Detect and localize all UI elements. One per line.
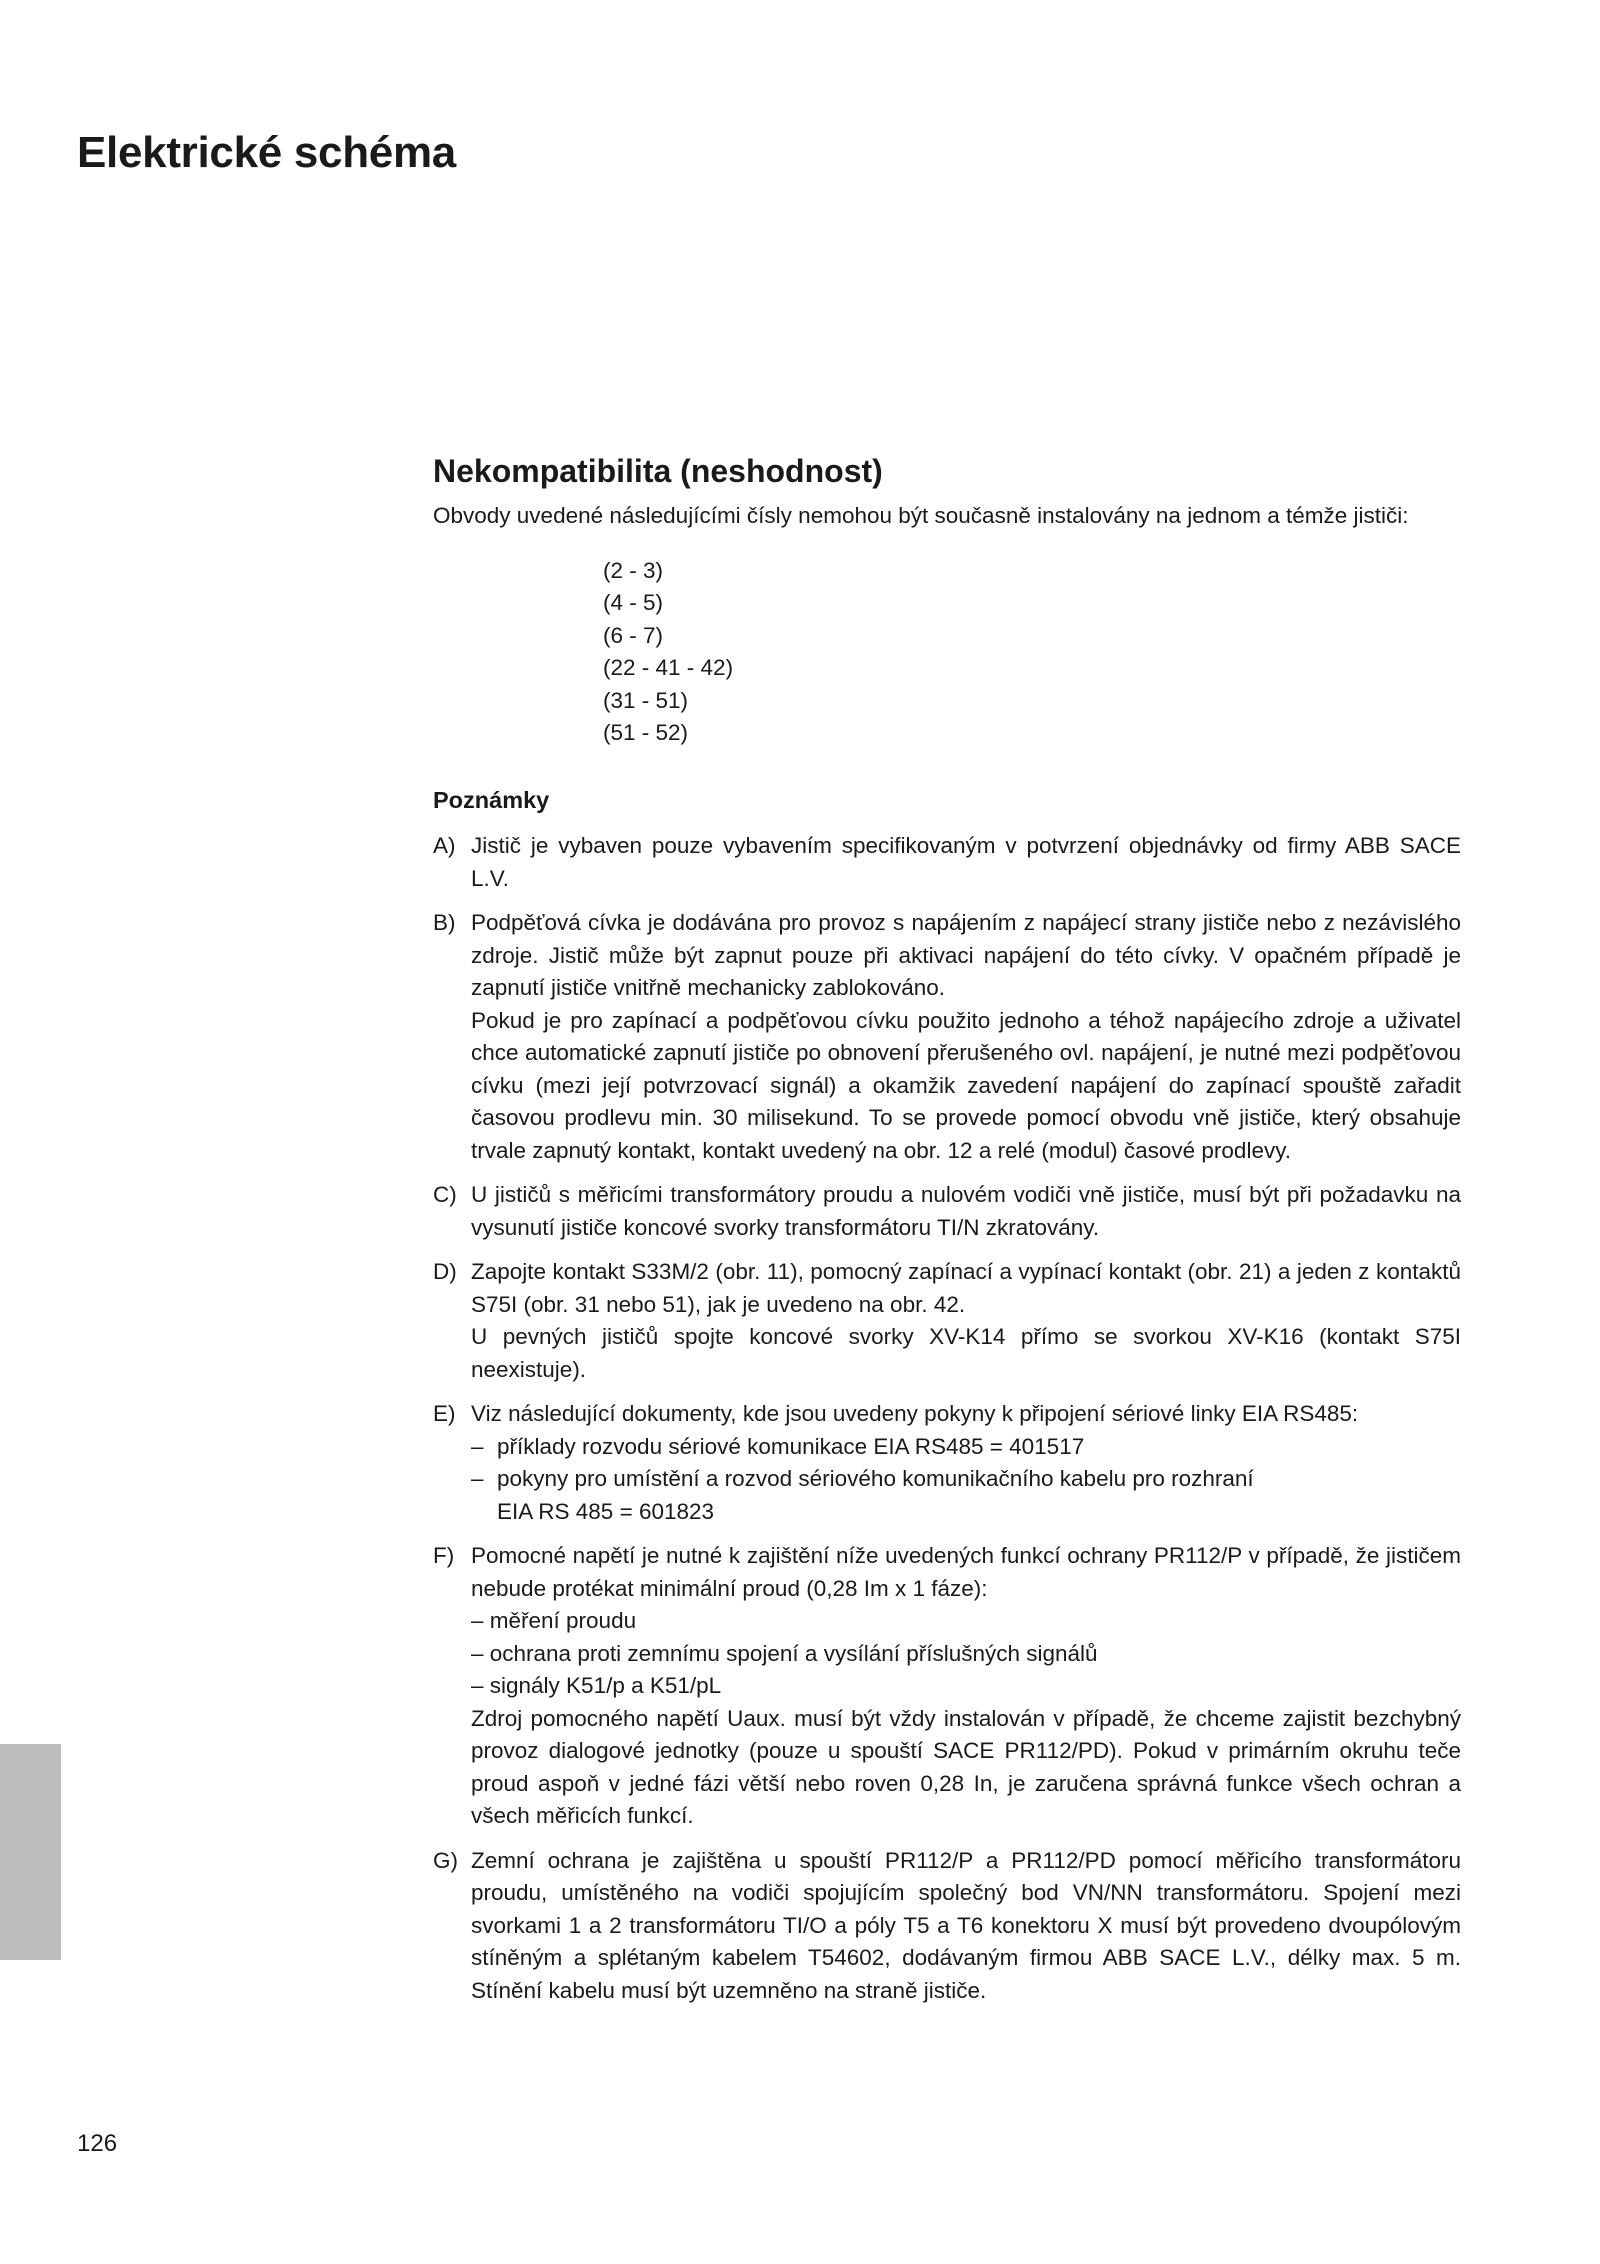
- note-paragraph: Podpěťová cívka je dodávána pro provoz s napájením z napájecí strany jističe nebo z nezávislého zdroje. Jistič může být zapnut pouze při aktivaci napájení do této cívky. V opačném případě je zapnutí jističe vnitřně mechanicky zablokováno.: [471, 910, 1461, 1001]
- list-item: – signály K51/p a K51/pL: [471, 1673, 722, 1699]
- dash-marker: –: [471, 1466, 484, 1492]
- note-letter: G): [433, 1847, 458, 1873]
- note-d: [433, 1256, 1461, 1386]
- note-letter: B): [433, 910, 456, 936]
- list-item: – měření proudu: [471, 1608, 637, 1634]
- combination-item: (22 - 41 - 42): [603, 655, 734, 681]
- note-c: [433, 1179, 1461, 1244]
- note-letter: C): [433, 1182, 457, 1208]
- note-b: [433, 907, 1461, 1167]
- list-item: – ochrana proti zemnímu spojení a vysílání příslušných signálů: [471, 1640, 1098, 1666]
- note-letter: A): [433, 833, 456, 859]
- list-item: [471, 1463, 1461, 1496]
- dash-marker: –: [471, 1433, 484, 1459]
- note-paragraph: Zdroj pomocného napětí Uaux. musí být vždy instalován v případě, že chceme zajistit bezchybný provoz dialogové jednotky (pouze u spouští SACE PR112/PD). Pokud v primárním okruhu teče proud aspoň v jedné fázi větší nebo roven 0,28 In, je zaručena správná funkce všech ochran a všech měřicích funkcí.: [471, 1705, 1461, 1829]
- note-f: [433, 1540, 1461, 1833]
- note-letter: F): [433, 1543, 455, 1569]
- combination-item: (6 - 7): [603, 622, 664, 648]
- note-body: [471, 1845, 1461, 2008]
- note-a: [433, 830, 1461, 895]
- list-item: [471, 1431, 1461, 1464]
- notes-heading: Poznámky: [433, 786, 550, 813]
- note-paragraph: Jistič je vybaven pouze vybavením specifikovaným v potvrzení objednávky od firmy ABB SACE L.V.: [471, 833, 1461, 891]
- main-content: [433, 452, 1461, 2019]
- note-body: [471, 1179, 1461, 1244]
- page-number: 126: [77, 2130, 118, 2157]
- note-letter: D): [433, 1259, 457, 1285]
- note-body: [471, 1398, 1461, 1528]
- note-body: [471, 830, 1461, 895]
- note-e: [433, 1398, 1461, 1528]
- note-paragraph: Pomocné napětí je nutné k zajištění níže uvedených funkcí ochrany PR112/P v případě, že jističem nebude protékat minimální proud (0,28 Im x 1 fáze):: [471, 1543, 1461, 1601]
- note-body: [471, 907, 1461, 1167]
- note-letter: E): [433, 1401, 456, 1427]
- note-paragraph: Viz následující dokumenty, kde jsou uvedeny pokyny k připojení sériové linky EIA RS485:: [471, 1401, 1359, 1427]
- note-body: [471, 1256, 1461, 1386]
- combination-item: (4 - 5): [603, 590, 664, 616]
- side-tab-marker: [0, 1744, 61, 1960]
- combination-item: (31 - 51): [603, 687, 689, 713]
- note-paragraph: U jističů s měřicími transformátory proudu a nulovém vodiči vně jističe, musí být při požadavku na vysunutí jističe koncové svorky transformátoru TI/N zkratovány.: [471, 1182, 1461, 1240]
- note-paragraph: Pokud je pro zapínací a podpěťovou cívku použito jednoho a téhož napájecího zdroje a uživatel chce automatické zapnutí jističe po obnovení přerušeného ovl. napájení, je nutné mezi podpěťovou cívku (mezi její potvrzovací signál) a okamžik zavedení napájení do zapínací spouště zařadit časovou prodlevu min. 30 milisekund. To se provede pomocí obvodu vně jističe, který obsahuje trvale zapnutý kontakt, kontakt uvedený na obr. 12 a relé (modul) časové prodlevy.: [471, 1007, 1461, 1163]
- note-paragraph: U pevných jističů spojte koncové svorky XV-K14 přímo se svorkou XV-K16 (kontakt S75I neexistuje).: [471, 1324, 1461, 1382]
- note-paragraph: Zapojte kontakt S33M/2 (obr. 11), pomocný zapínací a vypínací kontakt (obr. 21) a jeden z kontaktů S75I (obr. 31 nebo 51), jak je uvedeno na obr. 42.: [471, 1259, 1461, 1317]
- combination-list: [603, 555, 1461, 750]
- list-item-continuation: EIA RS 485 = 601823: [497, 1498, 715, 1524]
- page-title: Elektrické schéma: [77, 128, 456, 178]
- list-item-text: pokyny pro umístění a rozvod sériového komunikačního kabelu pro rozhraní: [497, 1466, 1254, 1492]
- note-body: [471, 1540, 1461, 1833]
- note-paragraph: Zemní ochrana je zajištěna u spouští PR112/P a PR112/PD pomocí měřicího transformátoru proudu, umístěného na vodiči spojujícím společný bod VN/NN transformátoru. Spojení mezi svorkami 1 a 2 transformátoru TI/O a póly T5 a T6 konektoru X musí být provedeno dvoupólovým stíněným a splétaným kabelem T54602, dodávaným firmou ABB SACE L.V., délky max. 5 m. Stínění kabelu musí být uzemněno na straně jističe.: [471, 1847, 1461, 2003]
- note-g: [433, 1845, 1461, 2008]
- section-heading: Nekompatibilita (neshodnost): [433, 453, 883, 489]
- intro-text: Obvody uvedené následujícími čísly nemohou být současně instalovány na jednom a témže jističi:: [433, 503, 1409, 529]
- combination-item: (2 - 3): [603, 557, 664, 583]
- list-item-text: příklady rozvodu sériové komunikace EIA RS485 = 401517: [497, 1433, 1085, 1459]
- combination-item: (51 - 52): [603, 720, 689, 746]
